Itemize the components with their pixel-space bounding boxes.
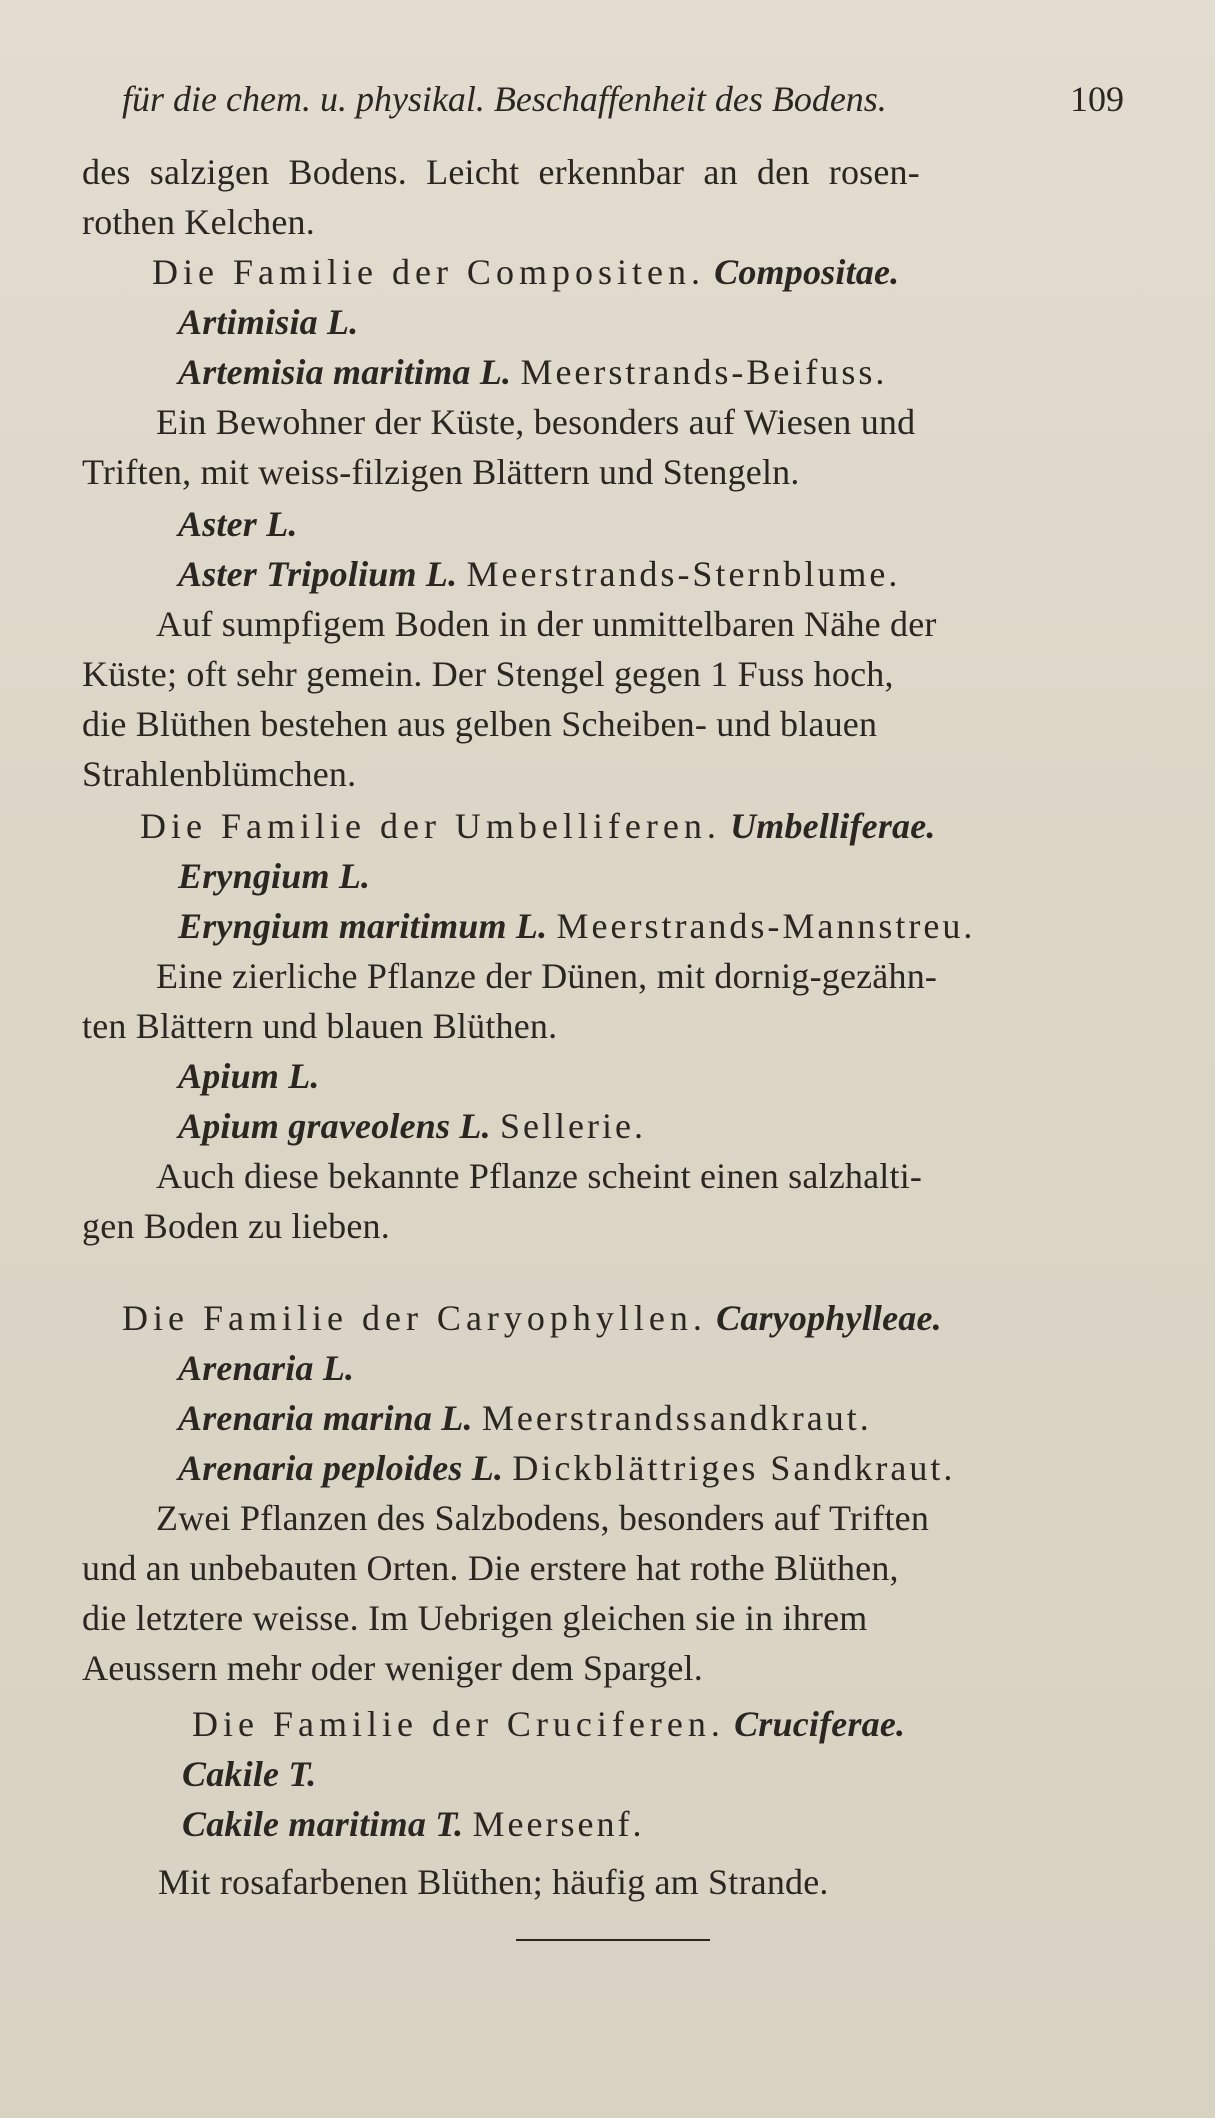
text-line [158, 1860, 829, 1904]
text-line [156, 602, 937, 646]
genus-line [178, 502, 298, 546]
text-line [156, 954, 937, 998]
family-latin: Umbelliferae. [730, 806, 936, 846]
species-line [178, 1396, 872, 1440]
genus-name: Aster L. [178, 504, 298, 544]
text-line [82, 1546, 899, 1590]
species-latin: Arenaria peploides L. [178, 1448, 504, 1488]
species-latin: Artemisia maritima L. [178, 352, 512, 392]
species-common: Meerstrandssandkraut. [481, 1398, 872, 1438]
genus-line [178, 300, 358, 344]
genus-name: Arenaria L. [178, 1348, 355, 1388]
species-common: Dickblättriges Sandkraut. [512, 1448, 956, 1488]
body-text: Mit rosafarbenen Blüthen; häufig am Strande. [158, 1862, 829, 1902]
genus-line [178, 854, 370, 898]
body-text: Strahlenblümchen. [82, 754, 357, 794]
body-text: Triften, mit weiss-filzigen Blättern und Stengeln. [82, 452, 800, 492]
species-common: Meerstrands-Sternblume. [466, 554, 901, 594]
family-latin: Cruciferae. [734, 1704, 906, 1744]
text-line [82, 652, 894, 696]
text-line [82, 150, 920, 194]
species-common: Sellerie. [500, 1106, 646, 1146]
family-latin: Compositae. [714, 252, 900, 292]
genus-name: Eryngium L. [178, 856, 371, 896]
text-line [82, 450, 800, 494]
body-text: Eine zierliche Pflanze der Dünen, mit dornig-gezähn- [156, 956, 938, 996]
text-line [82, 1646, 703, 1690]
body-text: Auf sumpfigem Boden in der unmittelbaren Nähe der [156, 604, 937, 644]
text-line [156, 400, 915, 444]
genus-name: Cakile T. [182, 1754, 317, 1794]
species-latin: Apium graveolens L. [178, 1106, 491, 1146]
genus-line [178, 1054, 320, 1098]
species-line [178, 904, 975, 948]
body-text: die Blüthen bestehen aus gelben Scheiben- und blauen [82, 704, 878, 744]
text-line [82, 702, 877, 746]
family-latin: Caryophylleae. [716, 1298, 942, 1338]
text-line [82, 1004, 557, 1048]
text-line [156, 1496, 929, 1540]
genus-name: Apium L. [178, 1056, 320, 1096]
family-heading [192, 1702, 905, 1746]
family-heading [140, 804, 936, 848]
body-text: die letztere weisse. Im Uebrigen gleichen sie in ihrem [82, 1598, 868, 1638]
species-latin: Aster Tripolium L. [178, 554, 458, 594]
text-line [82, 1204, 390, 1248]
species-common: Meerstrands-Mannstreu. [556, 906, 976, 946]
family-name: Die Familie der Caryophyllen. [122, 1298, 707, 1338]
text-line [82, 200, 315, 244]
page-number: 109 [1070, 79, 1124, 119]
text-line [82, 752, 356, 796]
text-line [82, 1596, 868, 1640]
genus-line [178, 1346, 354, 1390]
body-text: Auch diese bekannte Pflanze scheint einen salzhalti- [156, 1156, 923, 1196]
body-text: des salzigen Bodens. Leicht erkennbar an den rosen- [82, 152, 920, 192]
body-text: rothen Kelchen. [82, 202, 315, 242]
genus-name: Artimisia L. [178, 302, 359, 342]
species-line [178, 552, 900, 596]
body-text: Zwei Pflanzen des Salzbodens, besonders auf Triften [156, 1498, 930, 1538]
species-line [182, 1802, 644, 1846]
body-text: Aeussern mehr oder weniger dem Spargel. [82, 1648, 703, 1688]
species-latin: Arenaria marina L. [178, 1398, 473, 1438]
header-title: für die chem. u. physikal. Beschaffenheit des Bodens. [122, 79, 887, 119]
species-line [178, 350, 887, 394]
body-text: gen Boden zu lieben. [82, 1206, 390, 1246]
family-name: Die Familie der Compositen. [152, 252, 705, 292]
body-text: ten Blättern und blauen Blüthen. [82, 1006, 558, 1046]
species-latin: Eryngium maritimum L. [178, 906, 548, 946]
running-header [122, 74, 1124, 124]
family-heading [152, 250, 899, 294]
text-line [156, 1154, 922, 1198]
species-common: Meersenf. [472, 1804, 645, 1844]
genus-line [182, 1752, 316, 1796]
species-common: Meerstrands-Beifuss. [520, 352, 888, 392]
species-line [178, 1446, 955, 1490]
family-heading [122, 1296, 942, 1340]
section-end-rule [516, 1939, 710, 1941]
body-text: und an unbebauten Orten. Die erstere hat rothe Blüthen, [82, 1548, 899, 1588]
family-name: Die Familie der Umbelliferen. [140, 806, 721, 846]
species-line [178, 1104, 646, 1148]
body-text: Küste; oft sehr gemein. Der Stengel gegen 1 Fuss hoch, [82, 654, 894, 694]
species-latin: Cakile maritima T. [182, 1804, 464, 1844]
body-text: Ein Bewohner der Küste, besonders auf Wiesen und [156, 402, 916, 442]
family-name: Die Familie der Cruciferen. [192, 1704, 725, 1744]
